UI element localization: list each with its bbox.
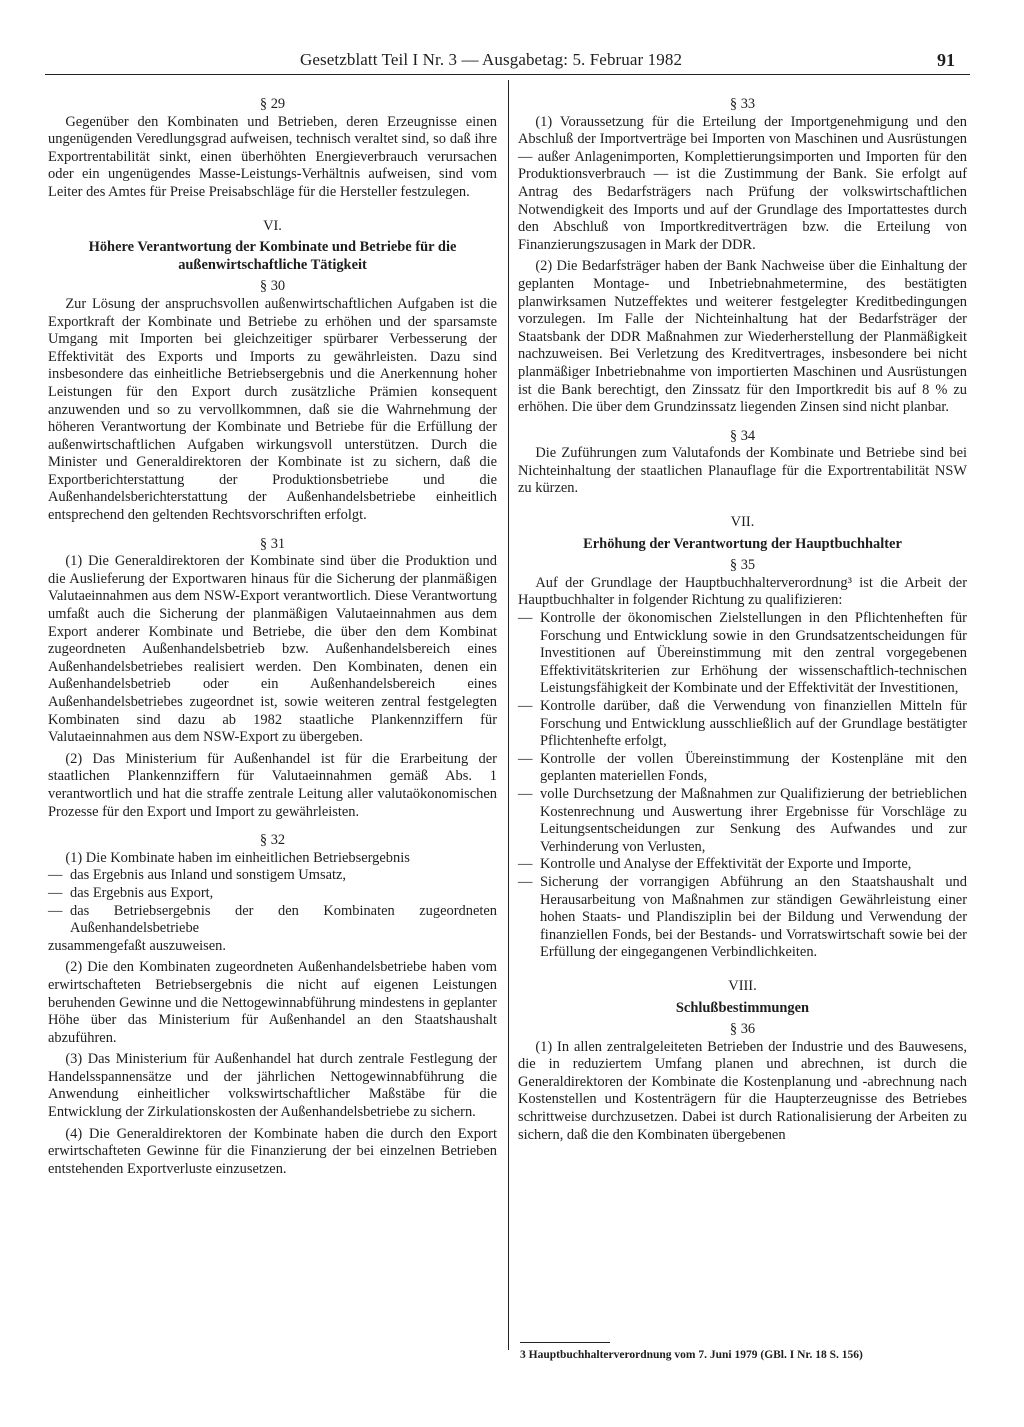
chapter-title-6: Höhere Verantwortung der Kombinate und Betriebe für die außenwirtschaftliche Tätigkeit (88, 239, 457, 273)
column-divider (508, 80, 509, 1350)
list-item: — Kontrolle der ökonomischen Zielstellungen in den Pflichtenheften für Forschung und Entwicklung sowie in den Grundsatzentscheidungen für Investitionen auf Übereinstimmung mit den zentral vorgegebenen Effektivitätskriterien zur Erhöhung der wissenschaftlich-technischen Leistungsfähigkeit der Kombinate und der Effektivität der Investitionen, (518, 610, 967, 698)
chapter-title-7: Erhöhung der Verantwortung der Hauptbuchhalter (583, 535, 902, 552)
section-heading-33: § 33 (729, 96, 756, 112)
section-33-paragraph-2: (2) Die Bedarfsträger haben der Bank Nachweise über die Einhaltung der geplanten Montage- und Inbetriebnahmetermine, des bestätigten planwirksamen Nutzeffektes und weiterer festgelegter Kreditbedingungen vorzulegen. Im Falle der Nichteinhaltung hat der Bedarfsträger der Staatsbank der DDR Maßnahmen zur Wiederherstellung der Planmäßigkeit nachzuweisen. Bei Verletzung des Kreditvertrages, insbesondere bei nicht planmäßiger Inbetriebnahme von importierten Maschinen und Ausrüstungen ist die Bank berechtigt, den Zinssatz für den Importkredit bis auf 8 % zu erhöhen. Die über dem Grundzinssatz liegenden Zinsen sind nicht planbar. (518, 258, 967, 416)
section-35-paragraph: Auf der Grundlage der Hauptbuchhalterverordnung³ ist die Arbeit der Hauptbuchhalter in folgender Richtung zu qualifizieren: (518, 574, 967, 609)
gazette-title: Gesetzblatt Teil I Nr. 3 — Ausgabetag: 5. Februar 1982 (300, 50, 683, 69)
section-33-paragraph-1: (1) Voraussetzung für die Erteilung der Importgenehmigung und den Abschluß der Importverträge bei Importen von Maschinen und Ausrüstungen — außer Anlagenimporten, Komplettierungsimporten und Importen für den Produktionsverbrauch — ist die Zustimmung der Bank. Sie erfolgt auf Antrag des Bedarfsträgers nach Prüfung der volkswirtschaftlichen Notwendigkeit des Imports und auf der Grundlage des Importattestes durch den Abschluß von Importkreditverträgen bzw. die Erteilung von Finanzierungszusagen in Mark der DDR. (518, 113, 967, 253)
footnote-rule (520, 1342, 610, 1343)
chapter-title-8: Schlußbestimmungen (675, 999, 810, 1016)
section-heading-30: § 30 (259, 278, 286, 295)
section-31-paragraph-1: (1) Die Generaldirektoren der Kombinate sind über die Produktion und die Auslieferung der Exportwaren hinaus für die Sicherung der planmäßigen Valutaeinnahmen aus dem NSW-Export verantwortlich. Diese Verantwortung umfaßt auch die Sicherung der planmäßigen Valutaeinnahmen aus dem Export anderer Kombinate und Betriebe, die über den dem Kombinat zugeordneten Außenhandelsbetrieb bzw. Außenhandelsbereich eines Außenhandelsbetriebes realisiert werden. Den Kombinaten, denen ein Außenhandelsbetrieb oder ein Außenhandelsbereich eines Außenhandelsbetriebes zugeordnet ist, sowie weiteren zentral festgelegten Kombinaten sind dazu ab 1982 staatliche Plankennziffern für Valutaeinnahmen aus dem NSW-Export zu übergeben. (48, 553, 497, 746)
section-heading-34: § 34 (729, 427, 756, 444)
list-item: — das Ergebnis aus Inland und sonstigem Umsatz, (48, 867, 497, 885)
section-36-paragraph-1: (1) In allen zentralgeleiteten Betrieben der Industrie und des Bauwesens, die in reduziertem Umfang planen und abrechnen, ist durch die Generaldirektoren der Kombinate die Kostenplanung und -abrechnung nach Kostenstellen und Kostenträgern für die Haupterzeugnisse des Betriebes schrittweise durchzusetzen. Dabei ist durch Rationalisierung der Arbeiten zu sichern, daß die den Kombinaten übergebenen (518, 1038, 967, 1143)
section-32-paragraph-4: (4) Die Generaldirektoren der Kombinate haben die durch den Export erwirtschafteten Gewinne für die Finanzierung der bei einzelnen Betrieben entstehenden Exportverluste einzusetzen. (48, 1125, 497, 1177)
chapter-number-6: VI. (263, 217, 282, 234)
section-30-paragraph: Zur Lösung der anspruchsvollen außenwirtschaftlichen Aufgaben ist die Exportkraft der Kombinate und Betriebe zu erhöhen und der sparsamste Umgang mit Importen bei gleichzeitiger spürbarer Verbesserung der Effektivität des Exports und Imports zu gewährleisten. Dazu sind insbesondere das einheitliche Betriebsergebnis und die Anerkennung hoher Leistungen für den Export durch zusätzliche Prämien konsequent anzuwenden und so zu vervollkommnen, daß sie die Wahrnehmung der höheren Verantwortung der Kombinate und Betriebe für die Erfüllung der außenwirtschaftlichen Aufgaben wirkungsvoll unterstützen. Durch die Minister und Generaldirektoren der Kombinate ist zu sichern, daß die Exportberichterstattung der Produktionsbetriebe und die Außenhandelsberichterstattung der Außenhandelsbetriebe einheitlich entsprechend den geltenden Rechtsvorschriften erfolgt. (48, 295, 497, 524)
right-column (518, 96, 967, 1144)
section-34-paragraph: Die Zuführungen zum Valutafonds der Kombinate und Betriebe sind bei Nichteinhaltung der staatlichen Planauflage für die Exportrentabilität NSW zu kürzen. (518, 445, 967, 497)
page-number: 91 (937, 50, 955, 70)
list-item: — Kontrolle darüber, daß die Verwendung von finanziellen Mitteln für Forschung und Entwicklung ausschließlich auf der Grundlage bestätigter Pflichtenhefte erfolgt, (518, 698, 967, 751)
section-heading-31: § 31 (259, 535, 286, 552)
section-29-paragraph: Gegenüber den Kombinaten und Betrieben, deren Erzeugnisse einen ungenügenden Veredlungsgrad aufweisen, technisch veraltet sind, so daß ihre Exportrentabilität sinkt, einen überhöhten Energieverbrauch verursachen oder ein ungenügendes Masse-Leistungs-Verhältnis aufweisen, sind vom Leiter des Amtes für Preise Preisabschläge für die Hersteller festzulegen. (48, 113, 497, 200)
section-heading-35: § 35 (729, 557, 756, 574)
list-item: — Kontrolle der vollen Übereinstimmung der Kostenpläne mit den geplanten materiellen Fonds, (518, 751, 967, 786)
list-item: — Sicherung der vorrangigen Abführung an den Staatshaushalt und Herausarbeitung von Maßnahmen zur ständigen Gewährleistung einer hohen Staats- und Plandisziplin bei der Bildung und Verwendung der finanziellen Fonds, bei der Bestands- und Vorratswirtschaft sowie bei der Erfüllung der eingegangenen Verbindlichkeiten. (518, 874, 967, 962)
header-rule (45, 74, 970, 75)
left-column (48, 96, 497, 1178)
chapter-number-8: VIII. (728, 977, 757, 994)
list-item: — das Ergebnis aus Export, (48, 885, 497, 903)
section-heading-36: § 36 (729, 1021, 756, 1038)
section-32-paragraph-3: (3) Das Ministerium für Außenhandel hat durch zentrale Festlegung der Handelsspannensätze und der jährlichen Nettogewinnabführung die Anwendung einheitlicher volkswirtschaftlicher Maßstäbe für die Entwicklung der Zirkulationskosten der Außenhandelsbetriebe zu sichern. (48, 1051, 497, 1121)
list-item: — volle Durchsetzung der Maßnahmen zur Qualifizierung der betrieblichen Kostenrechnung und Auswertung ihrer Ergebnisse für Vorschläge zu Leitungsentscheidungen zur Senkung des Aufwandes und zur Verhinderung von Verlusten, (518, 786, 967, 856)
section-32-paragraph-1: (1) Die Kombinate haben im einheitlichen Betriebsergebnis (65, 849, 410, 866)
chapter-number-7: VII. (730, 514, 755, 531)
list-item: — Kontrolle und Analyse der Effektivität der Exporte und Importe, (518, 856, 967, 874)
section-32-paragraph-2: (2) Die den Kombinaten zugeordneten Außenhandelsbetriebe haben vom erwirtschafteten Betriebsergebnis die nicht auf eigenen Leistungen beruhenden Gewinne und die Nettogewinnabführung mindestens in geplanter Höhe über das Ministerium für Außenhandel an den Staatshaushalt abzuführen. (48, 959, 497, 1046)
list-item: — das Betriebsergebnis der den Kombinaten zugeordneten Außenhandelsbetriebe (48, 903, 497, 938)
footnote: 3 Hauptbuchhalterverordnung vom 7. Juni 1979 (GBl. I Nr. 18 S. 156) (520, 1349, 863, 1361)
section-31-paragraph-2: (2) Das Ministerium für Außenhandel ist für die Erarbeitung der staatlichen Plankennziffern für Valutaeinnahmen gemäß Abs. 1 verantwortlich und hat die straffe zentrale Leitung aller valutaökonomischen Prozesse für den Export und Import zu gewährleisten. (48, 750, 497, 820)
section-32-list (48, 867, 497, 937)
page-header (0, 46, 1024, 76)
section-heading-29: § 29 (259, 96, 286, 112)
section-35-list (518, 610, 967, 962)
section-32-paragraph-1-end: zusammengefaßt auszuweisen. (48, 937, 226, 954)
section-heading-32: § 32 (259, 832, 286, 849)
